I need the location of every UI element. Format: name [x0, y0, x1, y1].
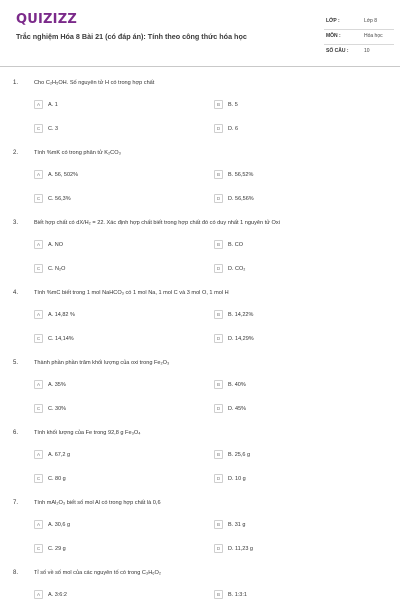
meta-row-count: [324, 45, 394, 60]
question-text: Tính %mC biết trong 1 mol NaHCO₃ có 1 mol Na, 1 mol C và 3 mol O, 1 mol H: [34, 290, 229, 296]
option-letter-box: B: [214, 240, 223, 249]
option-letter-box: C: [34, 264, 43, 273]
meta-value: Hóa học: [364, 33, 383, 39]
option-text: D. 6: [228, 126, 239, 132]
option-letter-box: C: [34, 124, 43, 133]
question-number: 2.: [13, 150, 19, 156]
option-text: A. NO: [48, 242, 63, 248]
option-text: B. 5: [228, 102, 238, 108]
option-text: A. 30,6 g: [48, 522, 71, 528]
option-text: B. 14,22%: [228, 312, 254, 318]
option-text: A. 35%: [48, 382, 66, 388]
option-letter-box: B: [214, 170, 223, 179]
question-3: [0, 220, 400, 290]
option-text: A. 1: [48, 102, 58, 108]
option-letter-box: A: [34, 310, 43, 319]
option-letter-box: D: [214, 264, 223, 273]
meta-value: Lớp 8: [364, 18, 378, 24]
meta-key: MÔN :: [326, 33, 341, 39]
option-text: D. 11,23 g: [228, 546, 253, 552]
question-6: [0, 430, 400, 500]
option-letter-box: C: [34, 544, 43, 553]
meta-box: [324, 15, 394, 60]
question-text: Tính mAl₂O₃ biết số mol Al có trong hợp chất là 0,6: [34, 500, 161, 506]
option-text: C. 3: [48, 126, 59, 132]
question-text: Tính %mK có trong phân tử K₂CO₃: [34, 150, 121, 156]
option-letter-box: B: [214, 590, 223, 599]
option-letter-box: D: [214, 404, 223, 413]
option-text: D. 45%: [228, 406, 247, 412]
option-text: D. 14,29%: [228, 336, 254, 342]
option-text: D. 56,56%: [228, 196, 254, 202]
option-text: D. 10 g: [228, 476, 246, 482]
question-number: 6.: [13, 430, 19, 436]
meta-value: 10: [364, 48, 370, 54]
option-letter-box: D: [214, 544, 223, 553]
option-text: A. 3:6:2: [48, 592, 67, 598]
option-text: B. 1:3:1: [228, 592, 247, 598]
option-text: C. N₂O: [48, 266, 66, 272]
option-letter-box: B: [214, 100, 223, 109]
question-text: Cho C₂H₅OH. Số nguyên tử H có trong hợp chất: [34, 80, 155, 86]
question-text: Biết hợp chất có dX/H₂ = 22. Xác định hợp chất biết trong hợp chất đó có duy nhất 1 nguyên tử Oxi: [34, 220, 280, 226]
option-letter-box: D: [214, 334, 223, 343]
question-4: [0, 290, 400, 360]
question-text: Thành phần phần trăm khối lượng của oxi trong Fe₂O₃: [34, 360, 170, 366]
option-letter-box: B: [214, 520, 223, 529]
meta-row-subject: [324, 30, 394, 45]
option-text: C. 29 g: [48, 546, 66, 552]
option-text: C. 56,3%: [48, 196, 71, 202]
option-text: A. 67,2 g: [48, 452, 71, 458]
question-number: 5.: [13, 360, 19, 366]
question-7: [0, 500, 400, 570]
option-letter-box: A: [34, 520, 43, 529]
option-text: A. 56, 502%: [48, 172, 78, 178]
option-text: B. 56,52%: [228, 172, 254, 178]
option-text: B. CO: [228, 242, 243, 248]
question-text: Tỉ số về số mol của các nguyên tố có trong C₃H₆O₂: [34, 570, 162, 576]
option-letter-box: B: [214, 310, 223, 319]
option-letter-box: A: [34, 380, 43, 389]
question-number: 3.: [13, 220, 19, 226]
option-text: B. 25,6 g: [228, 452, 251, 458]
question-1: [0, 80, 400, 150]
question-number: 4.: [13, 290, 19, 296]
option-text: C. 80 g: [48, 476, 66, 482]
option-text: B. 40%: [228, 382, 246, 388]
option-letter-box: A: [34, 100, 43, 109]
question-5: [0, 360, 400, 430]
option-letter-box: C: [34, 334, 43, 343]
question-number: 8.: [13, 570, 19, 576]
question-number: 7.: [13, 500, 19, 506]
question-text: Tính khối lượng của Fe trong 92,8 g Fe₃O₄: [34, 430, 141, 436]
quizizz-logo: QUIZIZZ: [16, 12, 77, 27]
option-letter-box: C: [34, 404, 43, 413]
option-letter-box: A: [34, 170, 43, 179]
option-text: C. 30%: [48, 406, 67, 412]
option-letter-box: C: [34, 474, 43, 483]
question-8: [0, 570, 400, 600]
option-letter-box: A: [34, 450, 43, 459]
option-letter-box: D: [214, 124, 223, 133]
option-letter-box: A: [34, 240, 43, 249]
option-letter-box: C: [34, 194, 43, 203]
question-number: 1.: [13, 80, 19, 86]
meta-key: SỐ CÂU :: [326, 48, 349, 54]
question-2: [0, 150, 400, 220]
document-title: Trắc nghiệm Hóa 8 Bài 21 (có đáp án): Tính theo công thức hóa học: [16, 32, 247, 41]
option-text: C. 14,14%: [48, 336, 74, 342]
meta-row-grade: [324, 15, 394, 30]
option-letter-box: D: [214, 474, 223, 483]
meta-key: LỚP :: [326, 18, 340, 24]
option-letter-box: A: [34, 590, 43, 599]
option-text: B. 31 g: [228, 522, 246, 528]
option-text: A. 14,82 %: [48, 312, 75, 318]
option-text: D. CO₂: [228, 266, 246, 272]
header-divider: [0, 66, 400, 67]
option-letter-box: D: [214, 194, 223, 203]
option-letter-box: B: [214, 450, 223, 459]
header: [0, 0, 400, 66]
option-letter-box: B: [214, 380, 223, 389]
